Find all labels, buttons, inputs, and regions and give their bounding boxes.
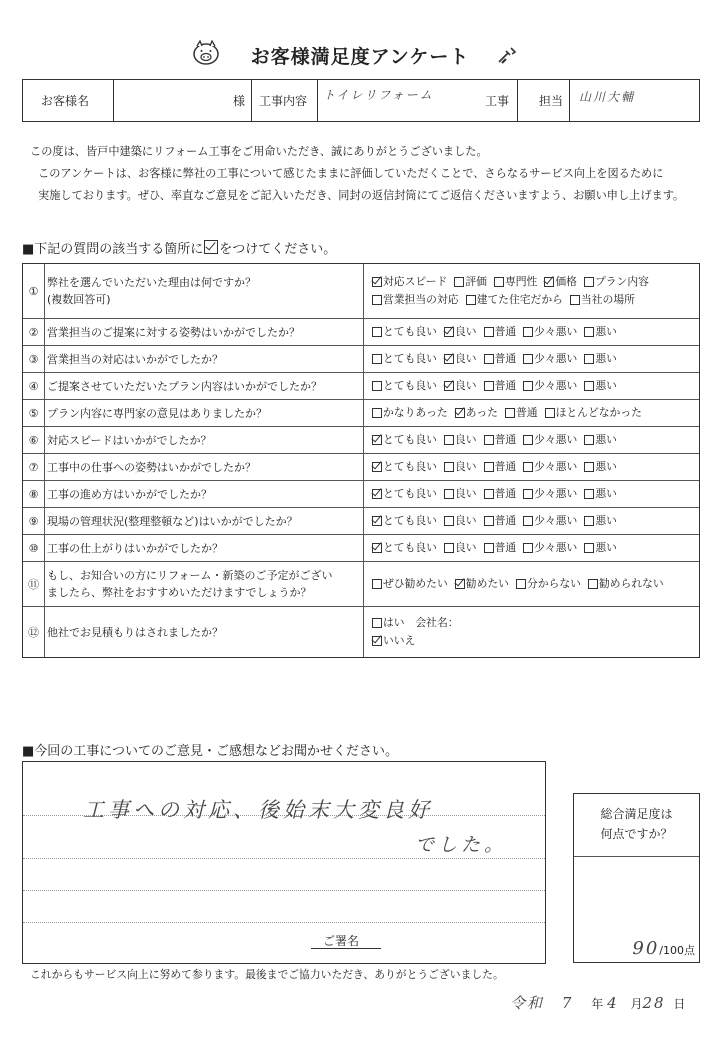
answer-option[interactable] — [372, 323, 437, 341]
answer-option[interactable] — [570, 291, 635, 309]
checkbox[interactable] — [444, 516, 454, 526]
answer-label: 分からない — [526, 577, 581, 590]
checkbox[interactable] — [570, 295, 580, 305]
answer-label: 少々悪い — [534, 514, 578, 527]
answer-option[interactable] — [444, 458, 477, 476]
checkbox[interactable] — [523, 489, 533, 499]
answer-option[interactable] — [588, 575, 664, 593]
answer-label: 少々悪い — [534, 352, 578, 365]
answer-option[interactable] — [516, 575, 581, 593]
checkbox[interactable] — [523, 516, 533, 526]
checkbox[interactable] — [584, 354, 594, 364]
answer-label: 普通 — [494, 514, 517, 527]
answer-label: はい 会社名： — [383, 616, 459, 629]
checkbox[interactable] — [494, 277, 504, 287]
checkbox[interactable] — [484, 489, 494, 499]
checkbox[interactable] — [372, 354, 382, 364]
answer-option[interactable] — [584, 485, 617, 503]
question-text-line: 営業担当のご提案に対する姿勢はいかがでしたか？ — [47, 325, 300, 339]
checkbox[interactable] — [484, 381, 494, 391]
question-text — [47, 373, 359, 399]
comment-text-2: でした。 — [415, 834, 508, 856]
answer-label: 対応スピード — [383, 275, 448, 288]
answer-label: プラン内容 — [594, 275, 649, 288]
work-suffix: 工事 — [485, 94, 510, 108]
question-number: ① — [23, 264, 45, 318]
answer-options — [363, 373, 699, 399]
checkbox[interactable] — [484, 435, 494, 445]
checkbox[interactable] — [523, 543, 533, 553]
answer-option[interactable] — [523, 350, 577, 368]
score-label-1: 総合満足度は — [600, 807, 673, 821]
checkbox[interactable] — [584, 489, 594, 499]
answer-label: 悪い — [595, 379, 617, 392]
question-number: ⑦ — [23, 454, 45, 480]
answer-label: とても良い — [383, 352, 437, 365]
staff-value: 山川大輔 — [579, 90, 636, 104]
answer-label: 普通 — [494, 379, 517, 392]
question-text-line: ご提案させていただいたプラン内容はいかがでしたか？ — [47, 379, 322, 393]
answer-option[interactable] — [444, 485, 477, 503]
work-value: トイレリフォーム — [323, 88, 434, 102]
question-text — [47, 427, 359, 453]
answer-options — [363, 454, 699, 480]
date — [510, 992, 685, 1013]
intro-line-3: 実施しております。ぜひ、率直なご意見をご記入いただき、同封の返信封筒にてご返信くださいますよう、お願い申し上げます。 — [38, 189, 685, 202]
question-row — [23, 319, 699, 346]
question-text-line: 工事の進め方はいかがでしたか？ — [47, 487, 212, 501]
date-day-unit: 日 — [673, 997, 686, 1011]
answer-label: 少々悪い — [534, 433, 578, 446]
answer-label: 専門性 — [504, 275, 538, 288]
answer-label: とても良い — [383, 541, 437, 554]
answer-label: 普通 — [494, 487, 517, 500]
checkbox[interactable] — [505, 408, 515, 418]
answer-label: 少々悪い — [534, 325, 578, 338]
checkbox[interactable] — [523, 435, 533, 445]
answer-option[interactable] — [505, 404, 538, 422]
answer-option[interactable] — [523, 512, 577, 530]
checked-checkbox[interactable] — [444, 354, 454, 364]
answer-options — [363, 562, 699, 606]
answer-label: 悪い — [595, 514, 617, 527]
answer-option[interactable] — [372, 539, 437, 557]
checkbox[interactable] — [523, 354, 533, 364]
answer-options — [363, 508, 699, 534]
question-row — [23, 607, 699, 657]
answer-label: 良い — [454, 325, 477, 338]
question-text — [47, 508, 359, 534]
answer-label: 悪い — [595, 487, 617, 500]
header-table — [22, 79, 700, 122]
question-number: ⑩ — [23, 535, 45, 561]
answer-option[interactable] — [372, 458, 437, 476]
answer-label: いいえ — [383, 634, 416, 647]
question-text-line: ましたら、弊社をおすすめいただけますでしょうか？ — [47, 586, 312, 599]
checkbox[interactable] — [588, 579, 598, 589]
question-row — [23, 508, 699, 535]
checkbox[interactable] — [523, 381, 533, 391]
question-number: ⑨ — [23, 508, 45, 534]
question-row — [23, 562, 699, 607]
checkbox[interactable] — [444, 489, 454, 499]
checkbox[interactable] — [372, 295, 382, 305]
customer-label: お客様名 — [41, 94, 90, 108]
checked-checkbox[interactable] — [372, 516, 382, 526]
answer-options — [363, 481, 699, 507]
checked-checkbox[interactable] — [372, 489, 382, 499]
question-number: ⑤ — [23, 400, 45, 426]
question-text — [47, 264, 359, 318]
answer-option[interactable] — [484, 485, 517, 503]
answer-option[interactable] — [444, 377, 477, 395]
answer-label: とても良い — [383, 514, 437, 527]
checked-checkbox[interactable] — [372, 277, 382, 287]
checkbox[interactable] — [484, 543, 494, 553]
date-year: 7 — [561, 994, 574, 1012]
question-row — [23, 427, 699, 454]
answer-option[interactable] — [484, 458, 517, 476]
checked-checkbox[interactable] — [544, 277, 554, 287]
question-text-line: プラン内容に専門家の意見はありましたか？ — [47, 406, 267, 420]
date-era: 令和 — [510, 994, 545, 1012]
date-day: 28 — [642, 994, 666, 1012]
checkbox[interactable] — [584, 381, 594, 391]
answer-label: 悪い — [595, 433, 617, 446]
answer-label: とても良い — [383, 460, 437, 473]
answer-option[interactable] — [584, 512, 617, 530]
answer-label: 悪い — [595, 325, 617, 338]
question-number: ④ — [23, 373, 45, 399]
answer-option[interactable] — [523, 458, 577, 476]
answer-option[interactable] — [523, 377, 577, 395]
answer-label: とても良い — [383, 433, 437, 446]
answer-label: 普通 — [494, 541, 517, 554]
question-number: ③ — [23, 346, 45, 372]
question-row — [23, 346, 699, 373]
comment-text-1: 工事への対応、後始末大変良好 — [83, 798, 433, 822]
answer-option[interactable] — [544, 273, 577, 291]
work-label: 工事内容 — [259, 94, 308, 108]
page-title: お客様満足度アンケート — [250, 46, 470, 68]
question-table — [22, 263, 700, 658]
answer-option[interactable] — [444, 323, 477, 341]
answer-option[interactable] — [372, 512, 437, 530]
answer-option[interactable] — [372, 377, 437, 395]
answer-label: ぜひ勧めたい — [383, 577, 448, 590]
answer-label: 少々悪い — [534, 460, 578, 473]
answer-label: 評価 — [465, 275, 487, 288]
question-row — [23, 400, 699, 427]
answer-option[interactable] — [372, 291, 459, 309]
instruction: ■下記の質問の該当する箇所に をつけてください。 — [22, 238, 336, 257]
checkbox[interactable] — [466, 295, 476, 305]
answer-options — [363, 319, 699, 345]
checkbox[interactable] — [584, 277, 594, 287]
answer-option[interactable] — [584, 273, 649, 291]
answer-label: 普通 — [494, 325, 517, 338]
answer-option[interactable] — [523, 485, 577, 503]
answer-option[interactable] — [484, 431, 517, 449]
score-unit: /100点 — [659, 944, 695, 957]
checkbox[interactable] — [545, 408, 555, 418]
answer-option[interactable] — [372, 614, 459, 632]
question-number: ⑧ — [23, 481, 45, 507]
date-month-unit: 月 — [630, 997, 643, 1011]
answer-label: 良い — [454, 379, 477, 392]
checkbox[interactable] — [516, 579, 526, 589]
answer-label: 良い — [454, 541, 477, 554]
answer-option[interactable] — [455, 404, 498, 422]
answer-option[interactable] — [484, 323, 517, 341]
checked-checkbox[interactable] — [444, 381, 454, 391]
question-number: ⑪ — [23, 562, 45, 606]
question-text — [47, 454, 359, 480]
answer-option[interactable] — [372, 273, 447, 291]
check-box-icon — [204, 240, 218, 254]
answer-option[interactable] — [545, 404, 642, 422]
question-number: ⑥ — [23, 427, 45, 453]
question-number: ② — [23, 319, 45, 345]
checked-checkbox[interactable] — [372, 462, 382, 472]
checked-checkbox[interactable] — [372, 543, 382, 553]
question-text-line: 営業担当の対応はいかがでしたか？ — [47, 352, 223, 366]
checked-checkbox[interactable] — [444, 327, 454, 337]
pig-icon — [192, 40, 220, 66]
checkbox[interactable] — [484, 516, 494, 526]
answer-option[interactable] — [444, 512, 477, 530]
answer-label: かなりあった — [383, 406, 448, 419]
answer-options — [363, 400, 699, 426]
answer-label: 良い — [454, 460, 477, 473]
answer-label: 普通 — [494, 433, 517, 446]
answer-label: とても良い — [383, 325, 437, 338]
answer-option[interactable] — [523, 323, 577, 341]
answer-options — [363, 427, 699, 453]
intro-line-2: このアンケートは、お客様に弊社の工事について感じたままに評価していただくことで、さらなるサービス向上を図るために — [38, 167, 664, 180]
question-text — [47, 319, 359, 345]
answer-label: 悪い — [595, 541, 617, 554]
checkbox[interactable] — [372, 408, 382, 418]
checkbox[interactable] — [484, 462, 494, 472]
question-row — [23, 481, 699, 508]
answer-label: 少々悪い — [534, 541, 578, 554]
answer-option[interactable] — [372, 431, 437, 449]
answer-label: 普通 — [515, 406, 538, 419]
tools-icon — [496, 45, 518, 65]
sama-label: 様 — [233, 94, 246, 108]
answer-option[interactable] — [584, 431, 617, 449]
question-text-line: もし、お知合いの方にリフォーム・新築のご予定がござい — [47, 569, 333, 582]
question-text-line: 対応スピードはいかがでしたか？ — [47, 433, 212, 447]
answer-option[interactable] — [484, 350, 517, 368]
question-text — [47, 607, 359, 657]
question-text-line: 工事の仕上がりはいかがでしたか？ — [47, 541, 223, 555]
answer-option[interactable] — [444, 350, 477, 368]
answer-option[interactable] — [444, 539, 477, 557]
answer-option[interactable] — [584, 539, 617, 557]
checkbox[interactable] — [454, 277, 464, 287]
answer-label: 当社の場所 — [580, 293, 635, 306]
checkbox[interactable] — [584, 435, 594, 445]
checkbox[interactable] — [372, 381, 382, 391]
answer-option[interactable] — [584, 323, 617, 341]
checkbox[interactable] — [584, 516, 594, 526]
answer-label: ほとんどなかった — [555, 406, 642, 419]
answer-option[interactable] — [484, 539, 517, 557]
checkbox[interactable] — [444, 435, 454, 445]
answer-label: 悪い — [595, 352, 617, 365]
question-text — [47, 562, 359, 606]
answer-label: 少々悪い — [534, 487, 578, 500]
question-row — [23, 373, 699, 400]
answer-option[interactable] — [523, 539, 577, 557]
answer-label: とても良い — [383, 487, 437, 500]
question-text-line: (複数回答可) — [47, 293, 111, 306]
answer-label: 良い — [454, 514, 477, 527]
checkbox[interactable] — [372, 579, 382, 589]
checkbox[interactable] — [523, 327, 533, 337]
question-text — [47, 481, 359, 507]
question-text-line: 現場の管理状況(整理整頓など)はいかがでしたか？ — [47, 514, 298, 528]
answer-options — [363, 535, 699, 561]
answer-option[interactable] — [372, 485, 437, 503]
answer-label: 勧めたい — [465, 577, 509, 590]
question-text-line: 弊社を選んでいただいた理由は何ですか？ — [47, 276, 256, 289]
answer-label: あった — [465, 406, 498, 419]
answer-options — [363, 607, 699, 657]
staff-label: 担当 — [539, 94, 564, 108]
checked-checkbox[interactable] — [372, 636, 382, 646]
intro-line-1: この度は、皆戸中建築にリフォーム工事をご用命いただき、誠にありがとうございました。 — [30, 145, 488, 158]
question-text — [47, 400, 359, 426]
checked-checkbox[interactable] — [455, 408, 465, 418]
answer-option[interactable] — [584, 350, 617, 368]
comment-heading: ■今回の工事についてのご意見・ご感想などお聞かせください。 — [22, 744, 399, 759]
answer-option[interactable] — [372, 350, 437, 368]
question-row — [23, 454, 699, 481]
question-text-line: 工事中の仕事への姿勢はいかがでしたか？ — [47, 460, 256, 474]
score-label-2: 何点ですか？ — [600, 827, 673, 841]
answer-option[interactable] — [584, 458, 617, 476]
answer-label: 勧められない — [598, 577, 664, 590]
answer-option[interactable] — [372, 404, 448, 422]
signature-label: ご署名 — [323, 934, 360, 948]
question-number: ⑫ — [23, 607, 45, 657]
checkbox[interactable] — [584, 543, 594, 553]
answer-label: 普通 — [494, 460, 517, 473]
checkbox[interactable] — [584, 327, 594, 337]
answer-label: 少々悪い — [534, 379, 578, 392]
answer-label: 営業担当の対応 — [383, 293, 459, 306]
checkbox[interactable] — [584, 462, 594, 472]
question-text — [47, 346, 359, 372]
score-box — [573, 793, 700, 963]
answer-label: 価格 — [555, 275, 577, 288]
answer-options — [363, 264, 699, 318]
answer-label: 建てた住宅だから — [476, 293, 563, 306]
checked-checkbox[interactable] — [455, 579, 465, 589]
date-year-unit: 年 — [591, 997, 604, 1011]
answer-label: 普通 — [494, 352, 517, 365]
date-month: 4 — [607, 994, 619, 1012]
question-text-line: 他社でお見積もりはされましたか？ — [47, 625, 223, 639]
answer-option[interactable] — [372, 632, 415, 650]
checkbox[interactable] — [523, 462, 533, 472]
checked-checkbox[interactable] — [372, 435, 382, 445]
answer-label: 良い — [454, 433, 477, 446]
answer-label: 良い — [454, 487, 477, 500]
answer-option[interactable] — [523, 431, 577, 449]
answer-options — [363, 346, 699, 372]
answer-option[interactable] — [455, 575, 509, 593]
checkbox[interactable] — [372, 618, 382, 628]
checkbox[interactable] — [372, 327, 382, 337]
question-row — [23, 264, 699, 319]
checkbox[interactable] — [444, 543, 454, 553]
answer-option[interactable] — [584, 377, 617, 395]
answer-label: 良い — [454, 352, 477, 365]
score-value: 90 — [632, 938, 660, 959]
answer-option[interactable] — [454, 273, 487, 291]
answer-option[interactable] — [444, 431, 477, 449]
answer-option[interactable] — [494, 273, 537, 291]
question-row — [23, 535, 699, 562]
checkbox[interactable] — [484, 354, 494, 364]
comment-box — [22, 761, 546, 964]
answer-option[interactable] — [484, 512, 517, 530]
question-text — [47, 535, 359, 561]
checkbox[interactable] — [484, 327, 494, 337]
answer-option[interactable] — [484, 377, 517, 395]
footer-text: これからもサービス向上に努めて参ります。最後までご協力いただき、ありがとうございました。 — [30, 968, 504, 981]
answer-label: とても良い — [383, 379, 437, 392]
checkbox[interactable] — [444, 462, 454, 472]
answer-option[interactable] — [372, 575, 448, 593]
answer-option[interactable] — [466, 291, 563, 309]
answer-label: 悪い — [595, 460, 617, 473]
